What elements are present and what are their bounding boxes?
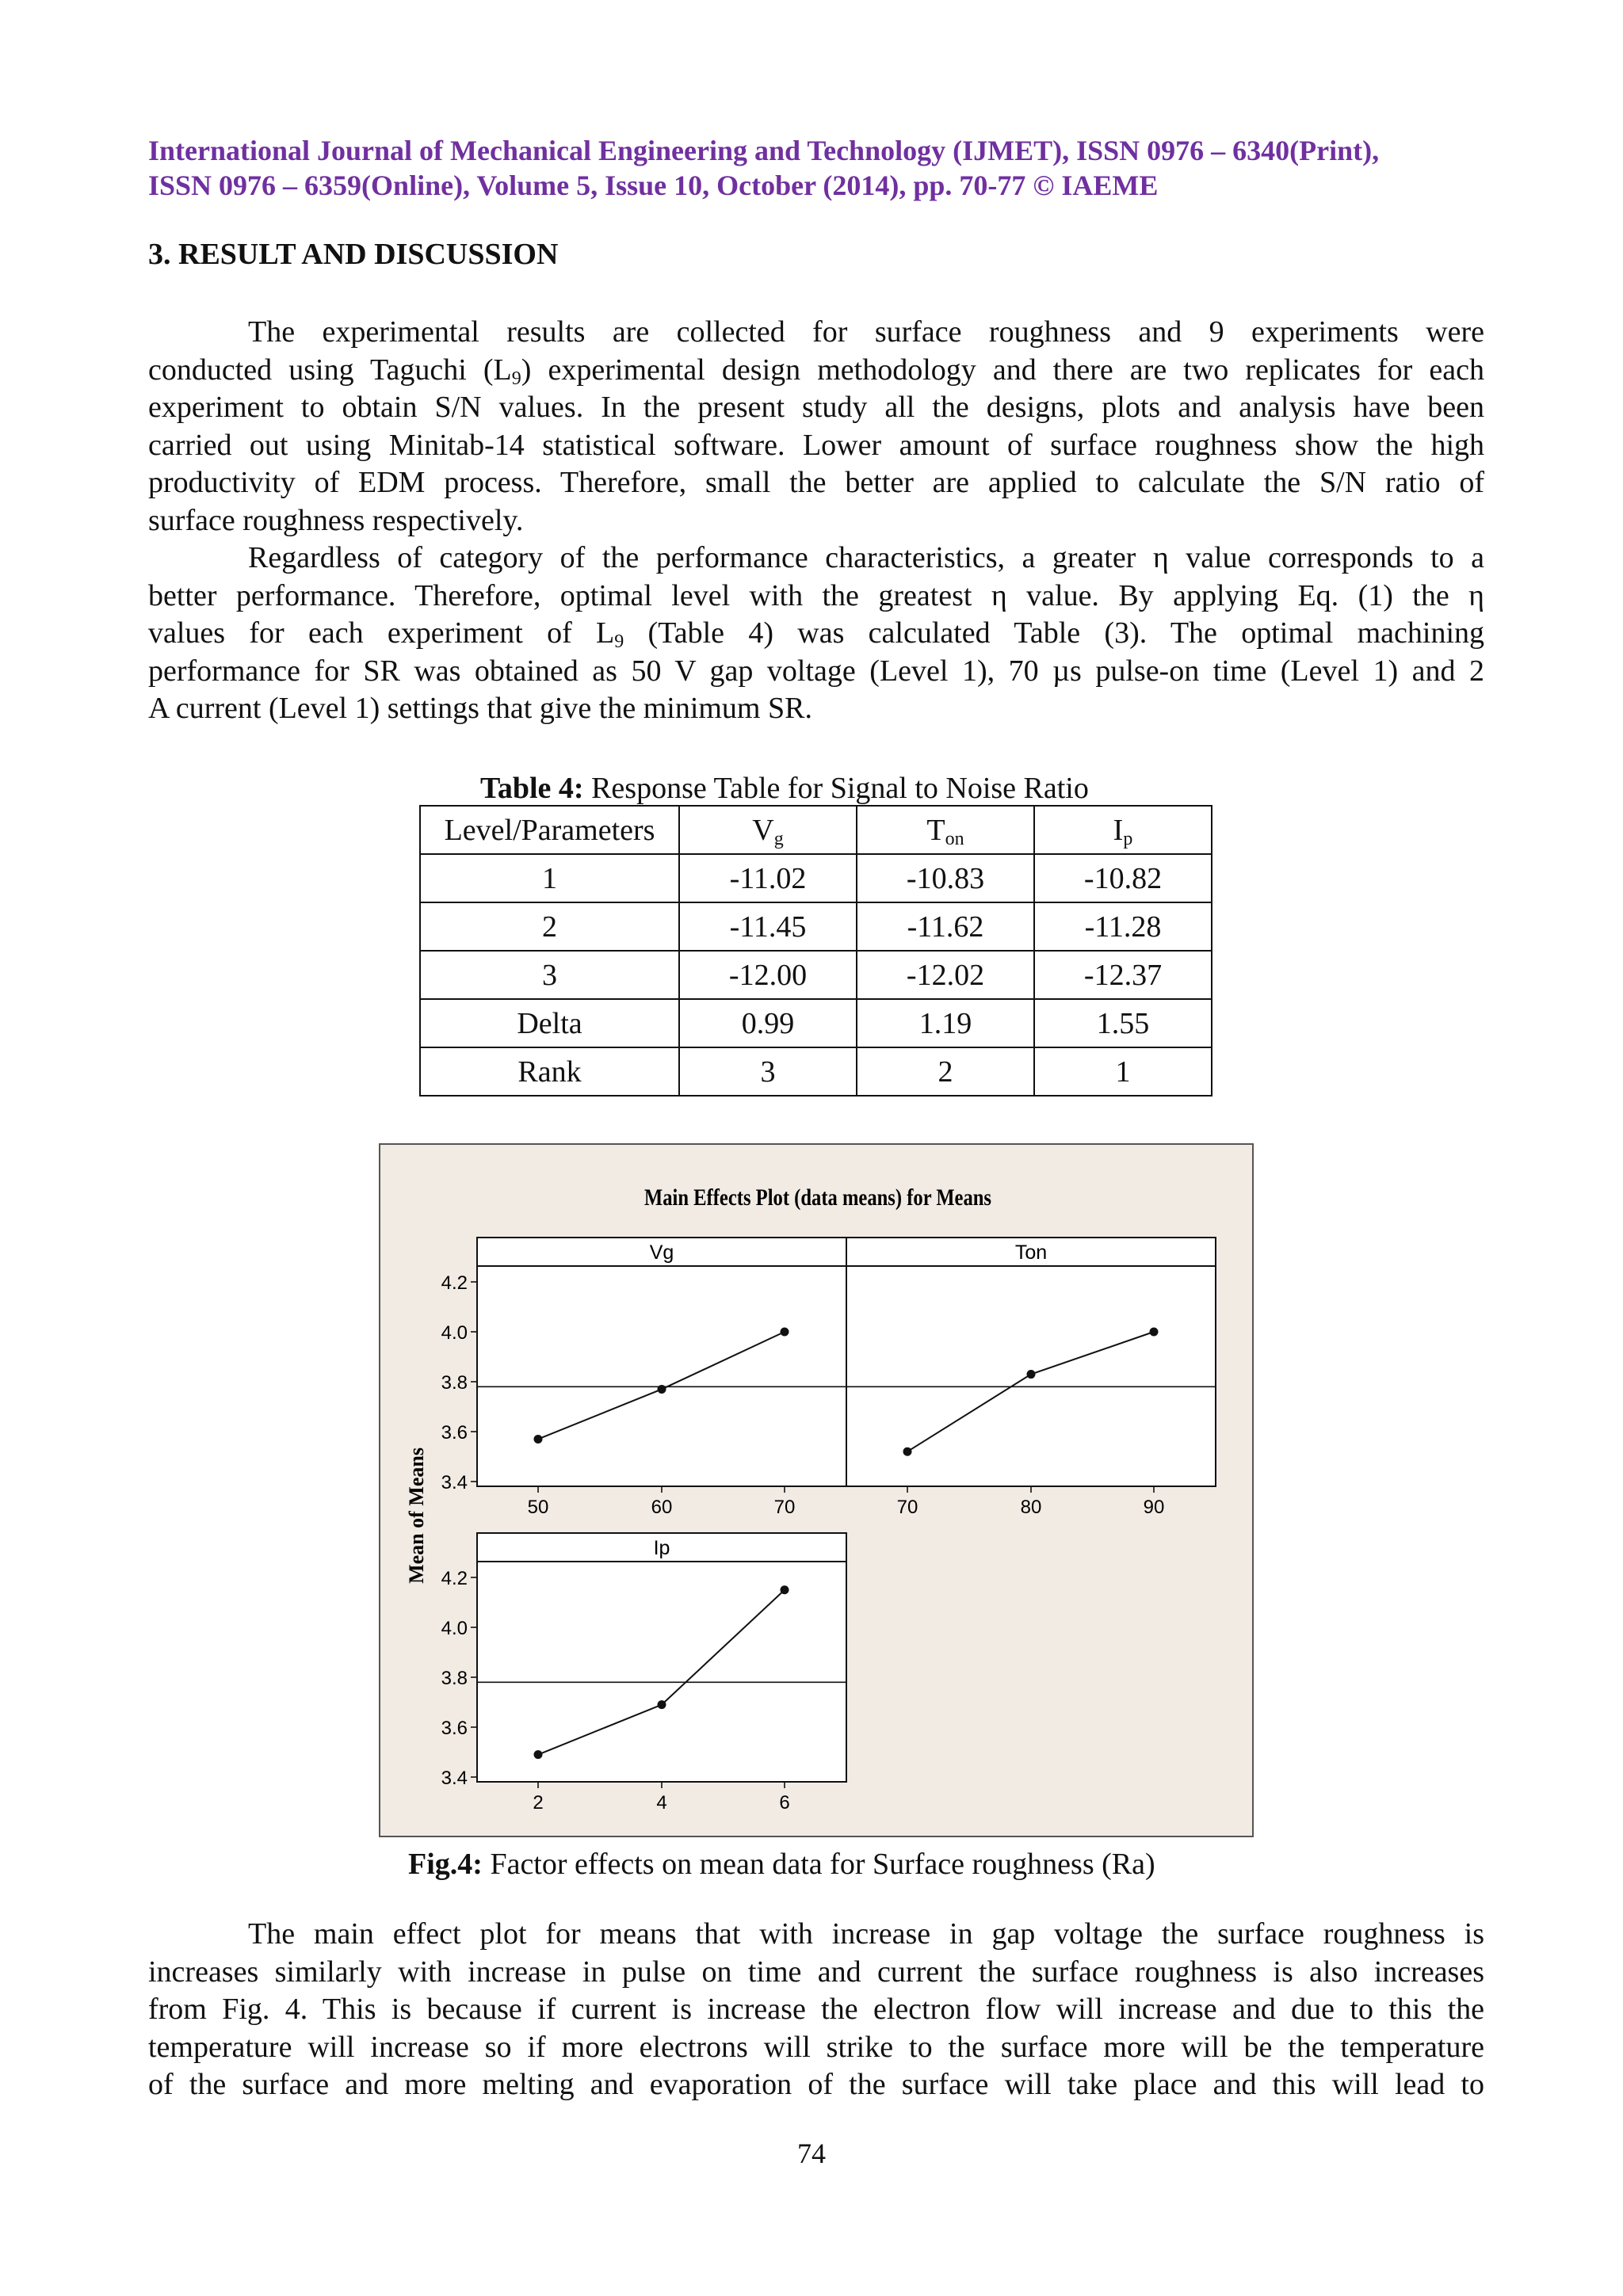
data-point [658, 1700, 666, 1709]
header-cell: Level/Parameters [420, 806, 679, 854]
table-cell: -12.02 [857, 951, 1034, 999]
text-line: of the surface and more melting and evaporation of the surface will take place and this will lead to [148, 2068, 1484, 2101]
text-line: from Fig. 4. This is because if current is increase the electron flow will increase and due to this the [148, 1993, 1484, 2026]
journal-header-line-2: ISSN 0976 – 6359(Online), Volume 5, Issue 10, October (2014), pp. 70-77 © IAEME [148, 170, 1159, 201]
figure-caption-text: Factor effects on mean data for Surface roughness (Ra) [482, 1848, 1155, 1881]
table-row [420, 1047, 1212, 1096]
section-title: 3. RESULT AND DISCUSSION [148, 238, 559, 271]
text-line: The experimental results are collected for surface roughness and 9 experiments were [248, 315, 1484, 349]
subscript: 9 [511, 368, 521, 389]
y-tick-label: 3.4 [441, 1768, 468, 1789]
panel-label: Vg [649, 1241, 674, 1264]
header-subscript: p [1123, 828, 1133, 849]
header-symbol: V [752, 813, 774, 847]
text-line: better performance. Therefore, optimal level with the greatest η value. By applying Eq. (1) the η [148, 578, 1484, 612]
y-tick-label: 3.8 [441, 1668, 468, 1689]
table-cell: 2 [857, 1047, 1034, 1096]
panel-plot-area [477, 1266, 846, 1486]
y-tick-label: 4.0 [441, 1618, 468, 1639]
paragraph-results-1 [148, 314, 1484, 540]
data-point [534, 1750, 543, 1759]
table-cell: 1.19 [857, 999, 1034, 1047]
text-line: A current (Level 1) settings that give the minimum SR. [148, 692, 812, 725]
subscript: 9 [614, 631, 624, 652]
table-cell: -10.82 [1034, 854, 1212, 902]
data-point [781, 1585, 789, 1594]
table-cell: 1 [420, 854, 679, 902]
x-tick-label: 50 [527, 1497, 549, 1518]
table-cell: -12.00 [679, 951, 857, 999]
x-tick-label: 90 [1143, 1497, 1165, 1518]
panel-label: Ip [653, 1537, 670, 1559]
x-tick-label: 6 [779, 1792, 790, 1814]
text-fragment: ) experimental design methodology and there are two replicates for each [521, 353, 1484, 387]
data-point [903, 1447, 912, 1456]
text-line: productivity of EDM process. Therefore, small the better are applied to calculate the S/N ratio of [148, 466, 1484, 499]
text-line: experiment to obtain S/N values. In the present study all the designs, plots and analysis have been [148, 391, 1484, 424]
header-symbol: I [1113, 813, 1124, 847]
header-subscript: on [945, 828, 964, 849]
text-fragment: (Table 4) was calculated Table (3). The optimal machining [624, 616, 1485, 650]
table-caption-text: Response Table for Signal to Noise Ratio [583, 772, 1089, 805]
table-cell: Delta [420, 999, 679, 1047]
header-cell [857, 806, 1034, 854]
table-cell: -11.45 [679, 902, 857, 951]
text-line: increases similarly with increase in pulse on time and current the surface roughness is also increases [148, 1955, 1484, 1989]
text-line: Regardless of category of the performance characteristics, a greater η value corresponds to a [248, 541, 1484, 574]
table-cell: -11.62 [857, 902, 1034, 951]
data-point [658, 1385, 666, 1394]
y-tick-label: 4.0 [441, 1322, 468, 1344]
x-tick-label: 70 [896, 1497, 918, 1518]
table-cell: Rank [420, 1047, 679, 1096]
table-row [420, 902, 1212, 951]
chart-title: Main Effects Plot (data means) for Means [644, 1184, 991, 1211]
table-row [420, 999, 1212, 1047]
text-line [148, 615, 1484, 653]
table-row [420, 951, 1212, 999]
text-fragment: values for each experiment of L [148, 616, 615, 650]
header-cell [1034, 806, 1212, 854]
table-cell: 2 [420, 902, 679, 951]
response-table [419, 805, 1212, 1097]
y-axis-label: Mean of Means [405, 1447, 428, 1584]
panel-label: Ton [1014, 1241, 1048, 1264]
table-cell: 0.99 [679, 999, 857, 1047]
table-cell: 1.55 [1034, 999, 1212, 1047]
data-point [1027, 1370, 1036, 1379]
y-tick-label: 4.2 [441, 1568, 468, 1589]
panel-plot-area [477, 1562, 846, 1782]
text-line: temperature will increase so if more electrons will strike to the surface more will be the temperature [148, 2030, 1484, 2064]
table-cell: -10.83 [857, 854, 1034, 902]
table-caption [480, 770, 1089, 807]
header-cell [679, 806, 857, 854]
text-line: The main effect plot for means that with increase in gap voltage the surface roughness is [248, 1917, 1484, 1951]
table-cell: 3 [420, 951, 679, 999]
y-tick-label: 4.2 [441, 1272, 468, 1294]
x-tick-label: 60 [651, 1497, 673, 1518]
header-subscript: g [773, 828, 784, 849]
journal-header-line-1: International Journal of Mechanical Engineering and Technology (IJMET), ISSN 0976 – 6340(Print), [148, 135, 1380, 166]
table-header-row [420, 806, 1212, 854]
y-tick-label: 3.6 [441, 1718, 468, 1739]
table-caption-label: Table 4: [480, 772, 584, 805]
table-row [420, 854, 1212, 902]
x-tick-label: 80 [1020, 1497, 1042, 1518]
table-cell: 1 [1034, 1047, 1212, 1096]
y-tick-label: 3.4 [441, 1472, 468, 1493]
page-number: 74 [797, 2138, 826, 2169]
header-symbol: T [926, 813, 945, 847]
x-tick-label: 70 [773, 1497, 796, 1518]
text-line: performance for SR was obtained as 50 V gap voltage (Level 1), 70 µs pulse-on time (Level 1) and 2 [148, 654, 1484, 688]
main-effects-chart [380, 1145, 1255, 1839]
paragraph-discussion [148, 1916, 1484, 2104]
main-effects-figure [379, 1143, 1254, 1837]
table-cell: -11.28 [1034, 902, 1212, 951]
text-fragment: conducted using Taguchi (L [148, 353, 512, 387]
data-point [534, 1435, 543, 1444]
table-cell: -12.37 [1034, 951, 1212, 999]
text-line: carried out using Minitab-14 statistical software. Lower amount of surface roughness show the high [148, 428, 1484, 462]
text-line: surface roughness respectively. [148, 503, 524, 537]
table-cell: 3 [679, 1047, 857, 1096]
journal-header [148, 133, 1484, 203]
y-tick-label: 3.6 [441, 1422, 468, 1444]
data-point [1150, 1328, 1159, 1337]
x-tick-label: 4 [656, 1792, 667, 1814]
y-tick-label: 3.8 [441, 1372, 468, 1394]
x-tick-label: 2 [533, 1792, 544, 1814]
data-point [781, 1328, 789, 1337]
table-cell: -11.02 [679, 854, 857, 902]
paragraph-results-2 [148, 540, 1484, 728]
figure-caption [408, 1846, 1155, 1882]
text-line [148, 352, 1484, 390]
figure-caption-label: Fig.4: [408, 1848, 483, 1881]
